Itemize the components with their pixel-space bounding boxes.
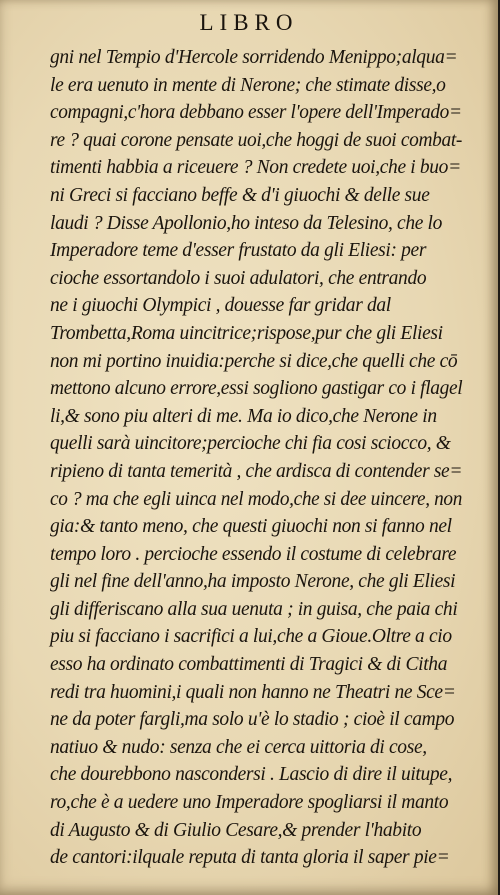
text-line: re ? quai corone pensate uoi,che hoggi de suoi combat- — [50, 129, 463, 151]
text-line: tempo loro . percioche essendo il costume di celebrare — [50, 543, 457, 565]
text-line: cioche essortandolo i suoi adulatori, che entrando — [50, 267, 427, 289]
text-line: le era uenuto in mente di Nerone; che stimate disse,o — [50, 74, 446, 96]
text-line: redi tra huomini,i quali non hanno ne Theatri ne Sce= — [50, 681, 456, 703]
text-line: timenti habbia a riceuere ? Non credete uoi,che i buo= — [50, 157, 461, 179]
text-line: non mi portino inuidia:perche si dice,che quelli che cō — [50, 350, 458, 372]
text-line: che dourebbono nascondersi . Lascio di dire il uitupe, — [50, 764, 453, 786]
text-line: piu si facciano i sacrifici a lui,che a Gioue.Oltre a cio — [50, 626, 452, 648]
text-line: ripieno di tanta temerità , che ardisca di contender se= — [50, 460, 463, 482]
text-line: co ? ma che egli uinca nel modo,che si dee uincere, non — [50, 488, 463, 510]
text-line: di Augusto & di Giulio Cesare,& prender l'habito — [50, 819, 422, 841]
text-line: gli nel fine dell'anno,ha imposto Nerone, che gli Eliesi — [50, 571, 456, 593]
text-line: esso ha ordinato combattimenti di Tragici & di Citha — [50, 654, 448, 676]
text-line: ne da poter fargli,ma solo u'è lo stadio ; cioè il campo — [50, 709, 455, 731]
text-line: natiuo & nudo: senza che ei cerca uittoria di cose, — [50, 736, 427, 758]
text-line: mettono alcuno errore,essi sogliono gastigar co i flagel — [50, 378, 463, 400]
text-line: ni Greci si facciano beffe & d'i giuochi & delle sue — [50, 184, 430, 206]
text-line: de cantori:ilquale reputa di tanta gloria il saper pie= — [50, 847, 450, 869]
text-line: ro,che è a uedere uno Imperadore spogliarsi il manto — [50, 792, 449, 814]
text-line: compagni,c'hora debbano esser l'opere dell'Imperado= — [50, 102, 462, 124]
text-line: gni nel Tempio d'Hercole sorridendo Menippo;alqua= — [50, 47, 458, 68]
text-line: ne i giuochi Olympici , douesse far gridar dal — [50, 295, 391, 317]
text-line: Imperadore teme d'esser frustato da gli Eliesi: per — [50, 240, 427, 262]
body-text — [50, 44, 462, 872]
text-line: laudi ? Disse Apollonio,ho inteso da Telesino, che lo — [50, 212, 443, 234]
text-line: quelli sarà uincitore;percioche chi fia cosi sciocco, & — [50, 433, 451, 455]
text-line: Trombetta,Roma uincitrice;rispose,pur che gli Eliesi — [50, 322, 443, 344]
running-header: LIBRO — [199, 10, 299, 35]
text-line: gli differiscano alla sua uenuta ; in guisa, che paia chi — [50, 598, 458, 620]
text-line: gia:& tanto meno, che questi giuochi non si fanno nel — [50, 516, 452, 538]
text-line: li,& sono piu alteri di me. Ma io dico,che Nerone in — [50, 405, 437, 427]
